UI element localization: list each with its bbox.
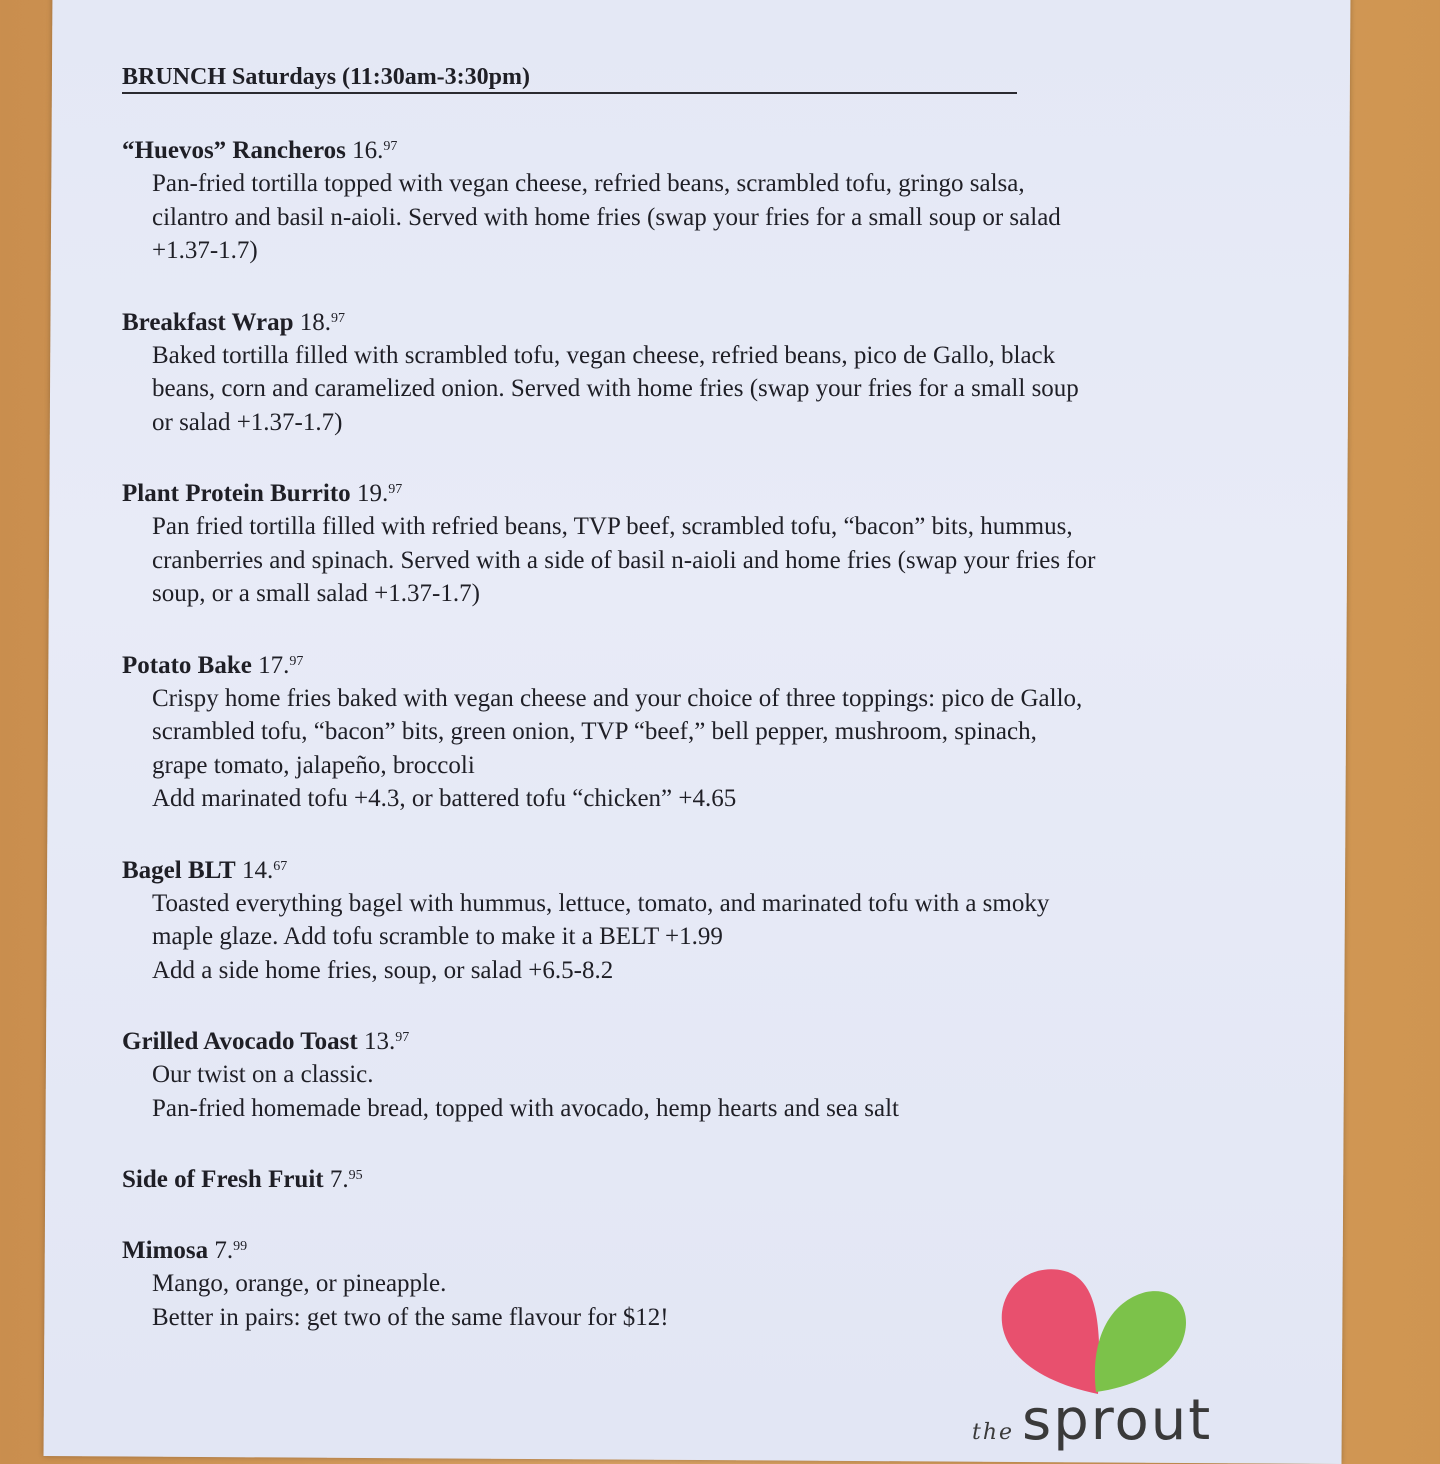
menu-item-description-line: Our twist on a classic. bbox=[152, 1061, 374, 1088]
menu-item-description-line: Toasted everything bagel with hummus, lettuce, tomato, and marinated tofu with a smoky bbox=[152, 889, 1050, 917]
price-main: 19. bbox=[356, 480, 389, 507]
menu-item-price bbox=[330, 1166, 363, 1193]
menu-items bbox=[122, 130, 1222, 1334]
menu-item-description-line: Add a side home fries, soup, or salad +6.5-8.2 bbox=[152, 956, 614, 984]
menu-item-price bbox=[242, 857, 287, 884]
price-cents: 97 bbox=[388, 482, 403, 497]
menu-item-description-line: Add marinated tofu +4.3, or battered tofu “chicken” +4.65 bbox=[152, 785, 737, 812]
menu-item-name: Mimosa bbox=[122, 1237, 209, 1264]
menu-item-price bbox=[357, 480, 402, 507]
menu-item bbox=[122, 850, 1222, 988]
menu-item-description-line: Baked tortilla filled with scrambled tofu, vegan cheese, refried beans, pico de Gallo, black bbox=[152, 341, 1056, 369]
price-main: 7. bbox=[214, 1237, 234, 1264]
menu-content bbox=[122, 62, 1222, 1368]
menu-item bbox=[122, 473, 1222, 611]
logo-word: sprout bbox=[1022, 1388, 1213, 1453]
menu-item-description-line: Mango, orange, or pineapple. bbox=[152, 1270, 447, 1297]
menu-item bbox=[122, 1021, 1222, 1125]
menu-item-price bbox=[352, 137, 397, 164]
menu-item-description-line: Better in pairs: get two of the same flavour for $12! bbox=[152, 1303, 669, 1331]
menu-item-heading bbox=[122, 850, 1222, 887]
menu-item-description-line: Pan fried tortilla filled with refried beans, TVP beef, scrambled tofu, “bacon” bits, hummus, bbox=[152, 513, 1073, 540]
menu-item-heading bbox=[122, 302, 1222, 339]
menu-item-heading bbox=[122, 473, 1222, 510]
price-cents: 95 bbox=[348, 1168, 363, 1183]
menu-item bbox=[122, 130, 1222, 268]
menu-item-description-line: +1.37-1.7) bbox=[152, 237, 258, 264]
menu-item bbox=[122, 645, 1222, 816]
menu-item-name: Potato Bake bbox=[122, 651, 252, 679]
price-cents: 97 bbox=[395, 1030, 410, 1045]
menu-item-name: Side of Fresh Fruit bbox=[122, 1166, 324, 1193]
menu-item-description-line: Pan-fried homemade bread, topped with avocado, hemp hearts and sea salt bbox=[152, 1094, 899, 1122]
sprout-wordmark bbox=[972, 1388, 1212, 1453]
logo-prefix: the bbox=[972, 1420, 1015, 1445]
menu-item-name: Plant Protein Burrito bbox=[122, 480, 351, 507]
price-cents: 97 bbox=[289, 653, 304, 669]
price-main: 7. bbox=[329, 1166, 349, 1193]
menu-item-price bbox=[214, 1237, 247, 1264]
menu-item-heading bbox=[122, 645, 1222, 682]
menu-item-description-line: scrambled tofu, “bacon” bits, green onion, TVP “beef,” bell pepper, mushroom, spinach, bbox=[152, 718, 1037, 745]
menu-item-description-line: maple glaze. Add tofu scramble to make it a BELT +1.99 bbox=[152, 923, 723, 950]
menu-item bbox=[122, 302, 1222, 440]
menu-item-price bbox=[258, 652, 303, 679]
price-main: 18. bbox=[299, 308, 332, 336]
menu-item-price bbox=[364, 1028, 409, 1055]
menu-item-description-line: or salad +1.37-1.7) bbox=[152, 408, 343, 436]
price-cents: 97 bbox=[383, 139, 398, 154]
menu-item-description-line: cilantro and basil n-aioli. Served with home fries (swap your fries for a small soup or salad bbox=[152, 203, 1061, 231]
menu-item-heading bbox=[122, 130, 1222, 167]
menu-item-description-line: beans, corn and caramelized onion. Served with home fries (swap your fries for a small soup bbox=[152, 375, 1079, 402]
menu-item-name: Breakfast Wrap bbox=[122, 308, 294, 336]
menu-item-description-line: Crispy home fries baked with vegan cheese and your choice of three toppings: pico de Gallo, bbox=[152, 684, 1083, 712]
menu-title: BRUNCH Saturdays (11:30am-3:30pm) bbox=[122, 62, 1017, 94]
price-main: 14. bbox=[241, 856, 274, 884]
menu-item-name: Grilled Avocado Toast bbox=[122, 1028, 358, 1055]
price-cents: 97 bbox=[331, 310, 346, 326]
menu-item-description-line: soup, or a small salad +1.37-1.7) bbox=[152, 580, 480, 607]
menu-item-name: Bagel BLT bbox=[122, 856, 236, 884]
menu-item-description-line: Pan-fried tortilla topped with vegan cheese, refried beans, scrambled tofu, gringo salsa, bbox=[152, 170, 1025, 197]
left-heart-shape bbox=[1002, 1269, 1100, 1394]
price-cents: 67 bbox=[273, 858, 288, 874]
menu-item-price bbox=[300, 309, 345, 336]
menu-item-heading bbox=[122, 1159, 1222, 1196]
menu-item-description-line: cranberries and spinach. Served with a side of basil n-aioli and home fries (swap your fries for bbox=[152, 546, 1096, 574]
price-main: 16. bbox=[352, 137, 384, 164]
price-main: 13. bbox=[363, 1028, 396, 1055]
price-cents: 99 bbox=[233, 1239, 248, 1254]
right-heart-shape bbox=[1095, 1291, 1186, 1392]
menu-item-heading bbox=[122, 1021, 1222, 1058]
menu-item-description-line: grape tomato, jalapeño, broccoli bbox=[152, 751, 475, 779]
menu-item-name: “Huevos” Rancheros bbox=[122, 137, 346, 164]
price-main: 17. bbox=[258, 651, 290, 679]
menu-item bbox=[122, 1159, 1222, 1196]
